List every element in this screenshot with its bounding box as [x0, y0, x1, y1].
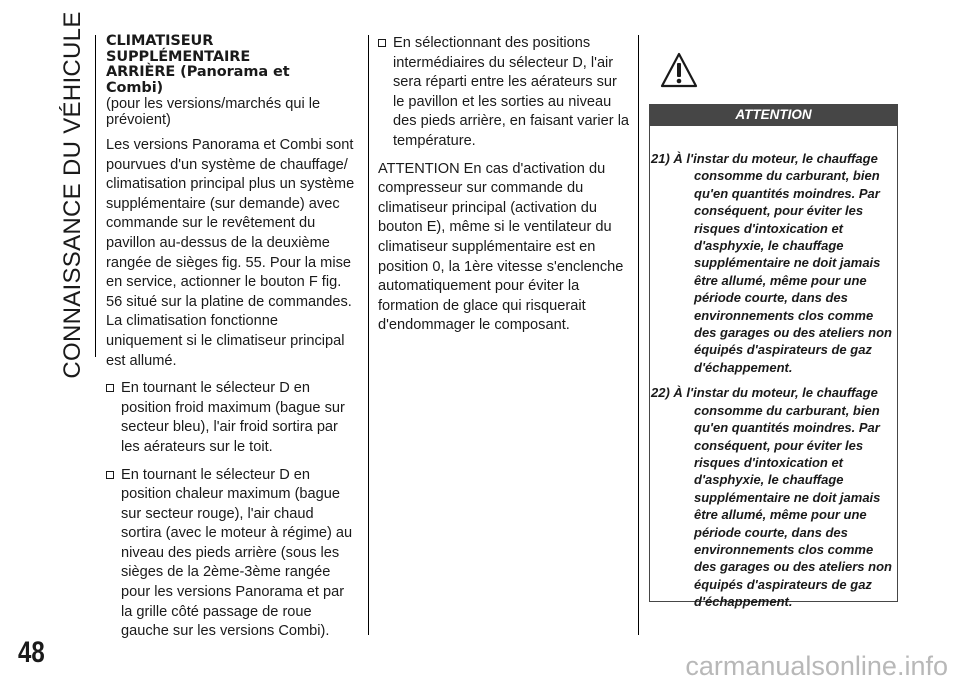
footer-watermark: carmanualsonline.info: [685, 651, 948, 681]
bullet-text: En sélectionnant des positions intermédiaires du sélecteur D, l'air sera réparti entre les aérateurs sur le pavillon et les sorties au niveau des pieds arrière, en faisant varier la température.: [393, 35, 630, 149]
checkbox-bullet-icon: [106, 471, 114, 479]
warning-notes: [651, 150, 896, 619]
side-chapter-title-text: CONNAISSANCE DU VÉHICULE: [59, 11, 86, 379]
bullet-text: En tournant le sélecteur D en position froid maximum (bague sur secteur bleu), l'air froid sortira par les aérateurs sur le toit.: [121, 380, 345, 455]
heading-line: Combi): [106, 79, 164, 96]
warning-note: 21) À l'instar du moteur, le chauffage consomme du carburant, bien qu'en quantités moindres. Par conséquent, pour éviter les risques d'intoxication et d'asphyxie, le chauffage supplémentaire ne doit jamais être allumé, même pour une période courte, dans des environnements clos comme des garages ou des ateliers non équipés d'aspirateurs de gaz d'échappement.: [651, 151, 892, 375]
side-chapter-title: [58, 11, 88, 379]
section-heading: [106, 34, 358, 96]
column-2: [378, 34, 630, 344]
intro-paragraph: Les versions Panorama et Combi sont pourvues d'un système de chauffage/ climatisation principal plus un système supplémentaire (sur demande) avec commande sur le revêtement du pavillon au-dessus de la deuxième rangée de sièges fig. 55. Pour la mise en service, actionner le bouton F fig. 56 situé sur la platine de commandes. La climatisation fonctionne uniquement si le climatiseur principal est allumé.: [106, 137, 355, 369]
column-rule-2: [638, 35, 639, 635]
bullet-item: [106, 466, 358, 642]
column-1: [106, 34, 358, 650]
bullet-text: En tournant le sélecteur D en position chaleur maximum (bague sur secteur rouge), l'air chaud sortira (avec le moteur à régime) au niveau des pieds arrière (sous les sièges de la 2ème-3ème rangée pour les versions Panorama et par la grille côté passage de roue gauche sur les versions Combi).: [121, 466, 353, 640]
column-rule-1: [368, 35, 369, 635]
bullet-item: [378, 34, 630, 152]
bullet-item: [106, 379, 358, 457]
warning-note: 22) À l'instar du moteur, le chauffage consomme du carburant, bien qu'en quantités moindres. Par conséquent, pour éviter les risques d'intoxication et d'asphyxie, le chauffage supplémentaire ne doit jamais être allumé, même pour une période courte, dans des environnements clos comme des garages ou des ateliers non équipés d'aspirateurs de gaz d'échappement.: [651, 385, 892, 610]
checkbox-bullet-icon: [106, 384, 114, 392]
heading-line: CLIMATISEUR: [106, 33, 214, 49]
section-subheading: (pour les versions/marchés qui le prévoient): [106, 96, 321, 128]
page-number: 48: [18, 636, 45, 669]
checkbox-bullet-icon: [378, 39, 386, 47]
heading-line: ARRIÈRE (Panorama et: [106, 64, 290, 80]
warning-triangle-icon: [660, 52, 698, 88]
heading-line: SUPPLÉMENTAIRE: [106, 48, 251, 65]
attention-paragraph: ATTENTION En cas d'activation du compresseur sur commande du climatiseur principal (activation du bouton E), même si le ventilateur du climatiseur supplémentaire est en position 0, la 1ère vitesse s'enclenche automatiquement pour éviter la formation de glace qui risquerait d'endommager le composant.: [378, 160, 624, 334]
warning-label: ATTENTION: [649, 104, 898, 126]
side-rule: [95, 35, 96, 357]
